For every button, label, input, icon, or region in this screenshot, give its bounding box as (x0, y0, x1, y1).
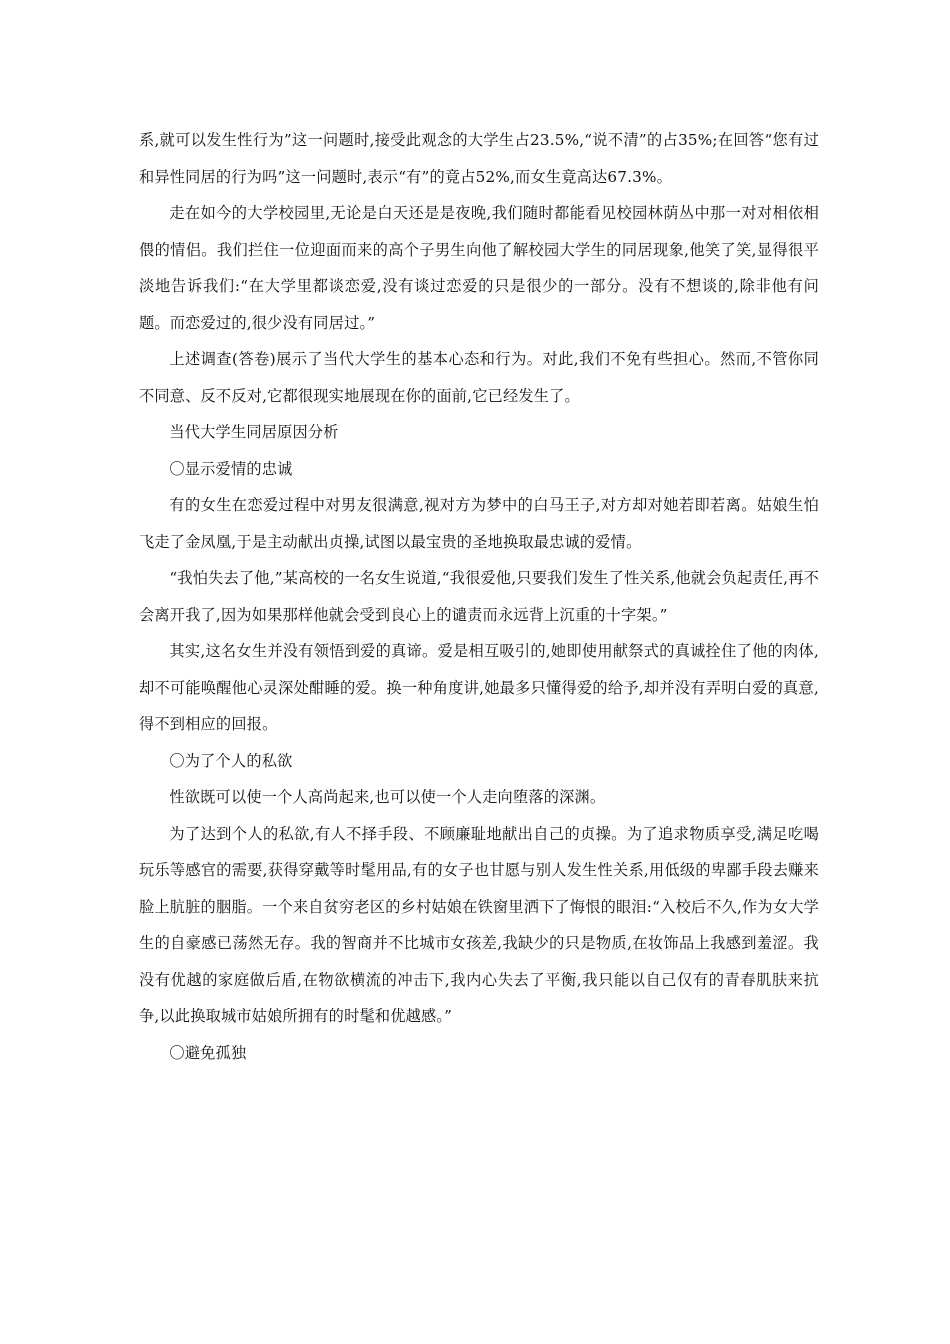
paragraph-loyalty-quote: “我怕失去了他,”某高校的一名女生说道,“我很爱他,只要我们发生了性关系,他就会负起责任,再不会离开我了,因为如果那样他就会受到良心上的谴责而永远背上沉重的十字架。” (139, 569, 819, 624)
paragraph-desire-2: 为了达到个人的私欲,有人不择手段、不顾廉耻地献出自己的贞操。为了追求物质享受,满足吃喝玩乐等感官的需要,获得穿戴等时髦用品,有的女子也甘愿与别人发生性关系,用低级的卑鄙手段去赚来脸上肮脏的胭脂。一个来自贫穷老区的乡村姑娘在铁窗里洒下了悔恨的眼泪:“入校后不久,作为女大学生的自豪感已荡然无存。我的智商并不比城市女孩差,我缺少的只是物质,在妆饰品上我感到羞涩。我没有优越的家庭做后盾,在物欲横流的冲击下,我内心失去了平衡,我只能以自己仅有的青春肌肤来抗争,以此换取城市姑娘所拥有的时髦和优越感。” (139, 824, 819, 1025)
paragraph-campus-scene: 走在如今的大学校园里,无论是白天还是是夜晚,我们随时都能看见校园林荫丛中那一对对相依相偎的情侣。我们拦住一位迎面而来的高个子男生向他了解校园大学生的同居现象,他笑了笑,显得很平淡地告诉我们:“在大学里都谈恋爱,没有谈过恋爱的只是很少的一部分。没有不想谈的,除非他有问题。而恋爱过的,很少没有同居过。” (139, 204, 819, 332)
subheading-loyalty: 〇显示爱情的忠诚 (169, 459, 293, 478)
paragraph-survey-results: 系,就可以发生性行为”这一问题时,接受此观念的大学生占23.5%,“说不清”的占35%;在回答“您有过和异性同居的行为吗”这一问题时,表示“有”的竟占52%,而女生竟高达67.3%。 (139, 131, 819, 186)
subheading-avoid-loneliness: 〇避免孤独 (169, 1043, 247, 1062)
paragraph-survey-summary: 上述调查(答卷)展示了当代大学生的基本心态和行为。对此,我们不免有些担心。然而,不管你同不同意、反不反对,它都很现实地展现在你的面前,它已经发生了。 (139, 350, 819, 405)
subheading-personal-desire: 〇为了个人的私欲 (169, 751, 293, 770)
paragraph-desire-1: 性欲既可以使一个人高尚起来,也可以使一个人走向堕落的深渊。 (169, 788, 606, 806)
document-body (139, 122, 819, 1071)
section-heading-causes: 当代大学生同居原因分析 (169, 423, 339, 441)
paragraph-loyalty-analysis: 其实,这名女生并没有领悟到爱的真谛。爱是相互吸引的,她即使用献祭式的真诚拴住了他的肉体,却不可能唤醒他心灵深处酣睡的爱。换一种角度讲,她最多只懂得爱的给予,却并没有弄明白爱的真意,得不到相应的回报。 (139, 642, 819, 733)
paragraph-loyalty-1: 有的女生在恋爱过程中对男友很满意,视对方为梦中的白马王子,对方却对她若即若离。姑娘生怕飞走了金凤凰,于是主动献出贞操,试图以最宝贵的圣地换取最忠诚的爱情。 (139, 496, 819, 551)
